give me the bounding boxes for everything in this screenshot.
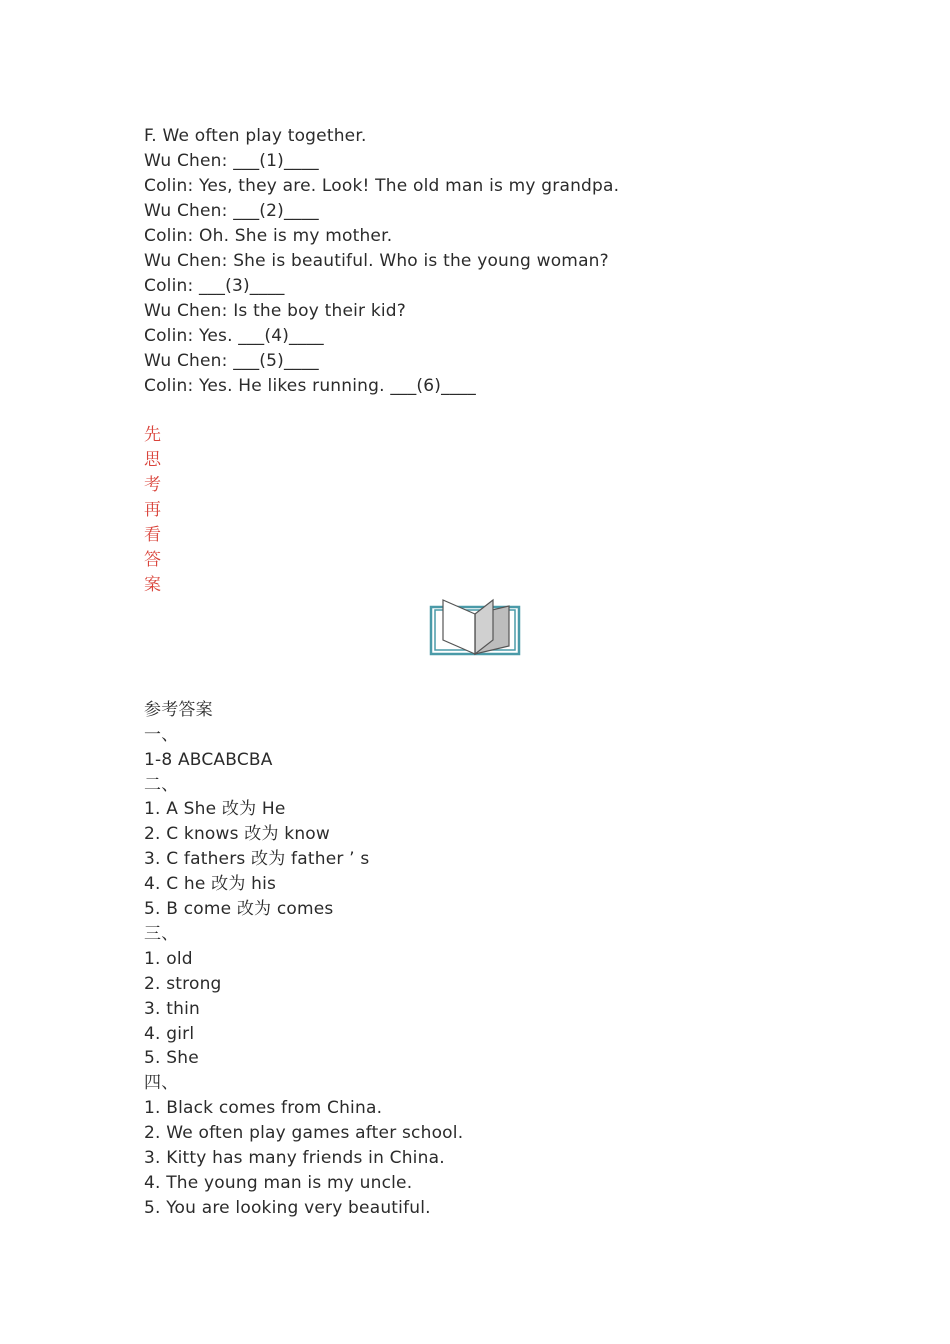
- dialogue-line: Wu Chen: She is beautiful. Who is the young woman?: [144, 251, 609, 271]
- dialogue-line: Colin: Yes. He likes running. ___(6)____: [144, 376, 476, 396]
- answer-line: 5. B come 改为 comes: [144, 899, 334, 919]
- think-prompt-char: 考: [144, 475, 162, 495]
- think-prompt-char: 案: [144, 575, 162, 595]
- section-number: 二、: [144, 775, 179, 795]
- think-prompt-char: 答: [144, 550, 162, 570]
- dialogue-line: Wu Chen: ___(5)____: [144, 351, 319, 371]
- dialogue-line: Colin: Oh. She is my mother.: [144, 226, 393, 246]
- think-prompt-char: 再: [144, 500, 162, 520]
- section-number: 三、: [144, 924, 179, 944]
- answer-line: 1. old: [144, 949, 193, 969]
- answer-line: 2. strong: [144, 974, 222, 994]
- dialogue-line: Colin: ___(3)____: [144, 276, 285, 296]
- answer-line: 3. thin: [144, 999, 200, 1019]
- think-prompt-char: 思: [144, 450, 162, 470]
- answer-line: 5. She: [144, 1048, 199, 1068]
- dialogue-line: F. We often play together.: [144, 126, 367, 146]
- answer-line: 3. C fathers 改为 father ’ s: [144, 849, 370, 869]
- dialogue-line: Wu Chen: Is the boy their kid?: [144, 301, 407, 321]
- answer-line: 1. Black comes from China.: [144, 1098, 383, 1118]
- answer-line: 2. We often play games after school.: [144, 1123, 464, 1143]
- section-number: 一、: [144, 725, 179, 745]
- answer-line: 4. The young man is my uncle.: [144, 1173, 413, 1193]
- answer-line: 2. C knows 改为 know: [144, 824, 331, 844]
- answers-heading: 参考答案: [144, 700, 213, 720]
- open-book-icon: [429, 596, 521, 658]
- think-prompt-char: 看: [144, 525, 162, 545]
- answer-line: 1-8 ABCABCBA: [144, 750, 273, 770]
- answer-line: 4. C he 改为 his: [144, 874, 277, 894]
- dialogue-line: Wu Chen: ___(1)____: [144, 151, 319, 171]
- dialogue-line: Colin: Yes. ___(4)____: [144, 326, 324, 346]
- answer-line: 1. A She 改为 He: [144, 799, 286, 819]
- section-number: 四、: [144, 1073, 179, 1093]
- think-prompt-char: 先: [144, 425, 162, 445]
- answer-line: 5. You are looking very beautiful.: [144, 1198, 431, 1218]
- answer-line: 4. girl: [144, 1024, 195, 1044]
- dialogue-line: Colin: Yes, they are. Look! The old man is my grandpa.: [144, 176, 620, 196]
- dialogue-line: Wu Chen: ___(2)____: [144, 201, 319, 221]
- answer-line: 3. Kitty has many friends in China.: [144, 1148, 445, 1168]
